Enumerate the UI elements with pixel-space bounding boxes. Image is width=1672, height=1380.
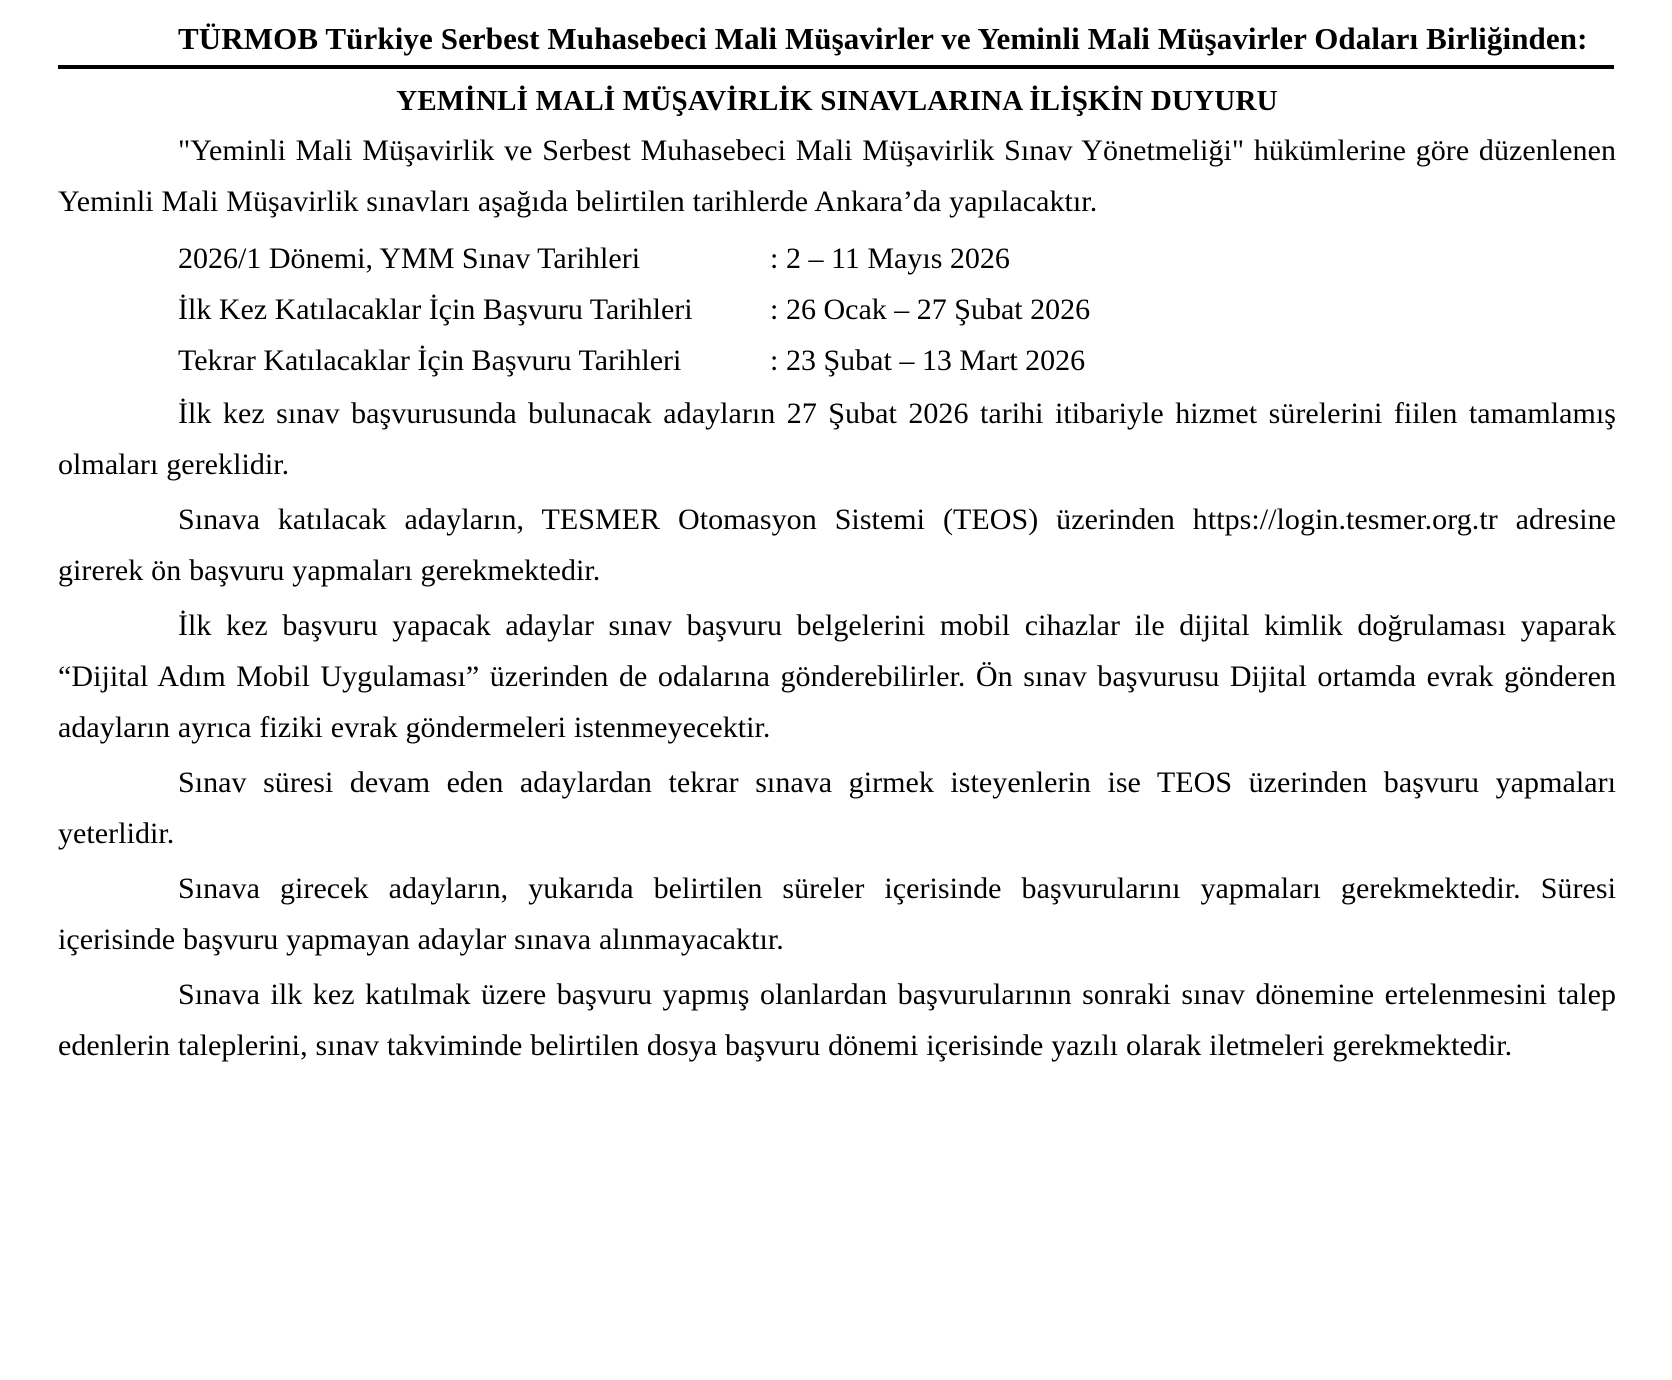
exam-dates-list [58,233,1616,386]
document-content [58,18,1616,1071]
paragraph-deadline-notice: Sınava girecek adayların, yukarıda belirtilen süreler içerisinde başvurularını yapmaları gerekmektedir. Süresi içerisinde başvuru yapmayan adaylar sınava alınmayacaktır. [58,872,1616,957]
date-row-value: 2 – 11 Mayıs 2026 [786,242,1010,276]
paragraph-teos-application: Sınava katılacak adayların, TESMER Otomasyon Sistemi (TEOS) üzerinden https://login.tesmer.org.tr adresine girerek ön başvuru yapmaları gerekmektedir. [58,503,1616,588]
paragraph-service-period: İlk kez sınav başvurusunda bulunacak adayların 27 Şubat 2026 tarihi itibariyle hizmet sürelerini fiilen tamamlamış olmaları gereklidir. [58,397,1616,482]
paragraph-regulation-intro: "Yeminli Mali Müşavirlik ve Serbest Muhasebeci Mali Müşavirlik Sınav Yönetmeliği" hükümlerine göre düzenlenen Yeminli Mali Müşavirlik sınavları aşağıda belirtilen tarihlerde Ankara’da yapılacaktır. [58,134,1616,219]
date-row-separator: : [770,242,779,276]
paragraph-repeat-candidates: Sınav süresi devam eden adaylardan tekrar sınava girmek isteyenlerin ise TEOS üzerinden başvuru yapmaları yeterlidir. [58,766,1616,851]
paragraph-postponement-request: Sınava ilk kez katılmak üzere başvuru yapmış olanlardan başvurularının sonraki sınav dönemine ertelenmesini talep edenlerin taleplerini, sınav takviminde belirtilen dosya başvuru dönemi içerisinde yazılı olarak iletmeleri gerekmektedir. [58,978,1616,1063]
date-row-label: 2026/1 Dönemi, YMM Sınav Tarihleri [178,242,641,276]
date-row [58,233,1616,284]
heading-underline-rule [58,65,1614,69]
date-row-label: İlk Kez Katılacaklar İçin Başvuru Tarihleri [178,293,693,327]
date-row [58,335,1616,386]
date-row-value: 23 Şubat – 13 Mart 2026 [786,344,1086,378]
paragraph-digital-application: İlk kez başvuru yapacak adaylar sınav başvuru belgelerini mobil cihazlar ile dijital kimlik doğrulaması yaparak “Dijital Adım Mobil Uygulaması” üzerinden de odalarına gönderebilirler. Ön sınav başvurusu Dijital ortamda evrak gönderen adayların ayrıca fiziki evrak göndermeleri istenmeyecektir. [58,609,1616,745]
date-row-value: 26 Ocak – 27 Şubat 2026 [786,293,1091,327]
organization-heading: TÜRMOB Türkiye Serbest Muhasebeci Mali Müşavirler ve Yeminli Mali Müşavirler Odaları Birliğinden: [178,21,1588,56]
date-row-label: Tekrar Katılacaklar İçin Başvuru Tarihleri [178,344,682,378]
date-row-separator: : [770,344,779,378]
date-row [58,284,1616,335]
date-row-separator: : [770,293,779,327]
document-subtitle: YEMİNLİ MALİ MÜŞAVİRLİK SINAVLARINA İLİŞKİN DUYURU [396,84,1278,117]
